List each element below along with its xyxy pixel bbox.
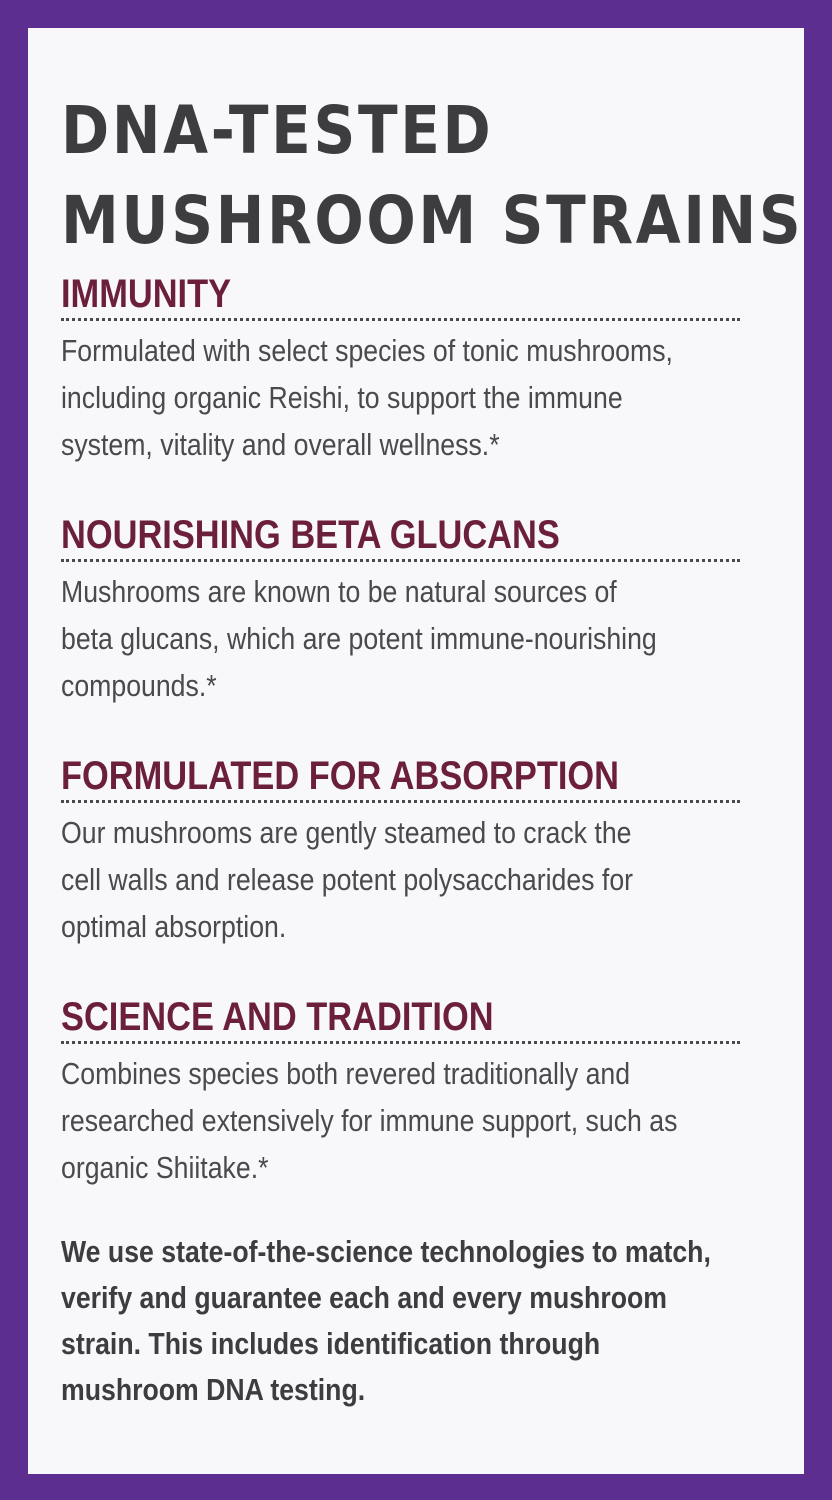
section-body: [61, 327, 673, 468]
body-line: Combines species both revered traditionally and: [61, 1056, 631, 1091]
title-line-2: MUSHROOM STRAINS: [61, 182, 804, 259]
section-title: FORMULATED FOR ABSORPTION: [61, 754, 620, 798]
body-line: optimal absorption.: [61, 909, 287, 944]
body-line: cell walls and release potent polysaccharides for: [61, 862, 634, 897]
dotted-divider: [61, 800, 740, 803]
body-line: Our mushrooms are gently steamed to crack the: [61, 815, 632, 850]
dotted-divider: [61, 559, 740, 562]
closing-line: mushroom DNA testing.: [61, 1372, 366, 1407]
dotted-divider: [61, 1041, 740, 1044]
section-title: SCIENCE AND TRADITION: [61, 995, 494, 1039]
body-line: system, vitality and overall wellness.*: [61, 427, 500, 462]
closing-line: We use state-of-the-science technologies to match,: [61, 1234, 711, 1269]
body-line: compounds.*: [61, 668, 217, 703]
section-body: [61, 809, 645, 950]
section-absorption: [61, 752, 740, 950]
body-line: researched extensively for immune support, such as: [61, 1103, 678, 1138]
body-line: beta glucans, which are potent immune-nourishing: [61, 621, 657, 656]
section-immunity: [61, 270, 740, 468]
title-line-1: DNA-TESTED: [61, 92, 494, 169]
section-body: [61, 568, 657, 709]
closing-line: strain. This includes identification through: [61, 1326, 601, 1361]
section-title: NOURISHING BETA GLUCANS: [61, 513, 560, 557]
page-title: [61, 86, 804, 266]
body-line: organic Shiitake.*: [61, 1150, 269, 1185]
section-beta-glucans: [61, 511, 740, 709]
body-line: including organic Reishi, to support the immune: [61, 380, 623, 415]
section-body: [61, 1050, 678, 1191]
section-science-tradition: [61, 993, 740, 1191]
dotted-divider: [61, 318, 740, 321]
body-line: Mushrooms are known to be natural sources of: [61, 574, 617, 609]
body-line: Formulated with select species of tonic mushrooms,: [61, 333, 673, 368]
content-panel: [28, 28, 804, 1474]
section-title: IMMUNITY: [61, 272, 232, 316]
closing-line: verify and guarantee each and every mushroom: [61, 1280, 668, 1315]
closing-statement: [61, 1229, 711, 1413]
